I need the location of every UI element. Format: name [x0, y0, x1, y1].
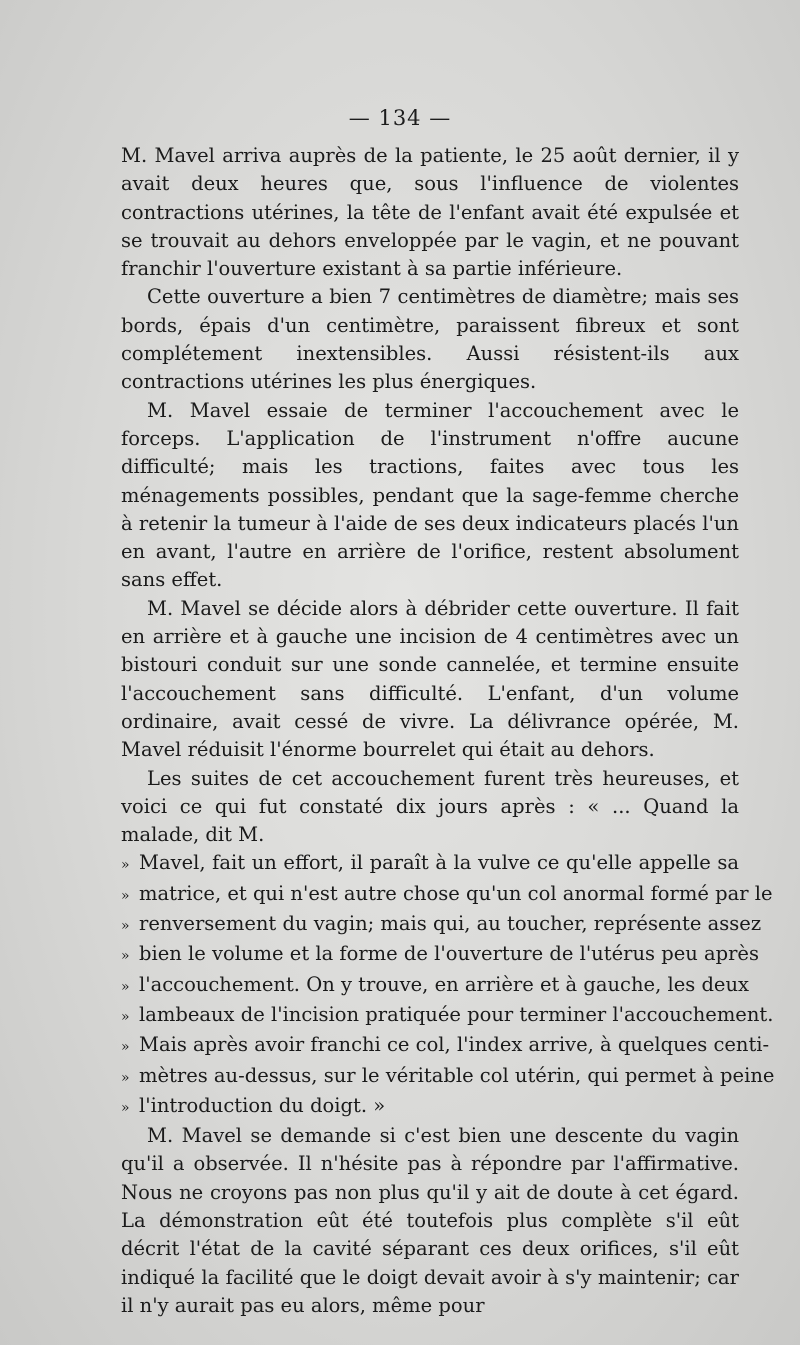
paragraph-2: Cette ouverture a bien 7 centimètres de diamètre; mais ses bords, épais d'un centimètre, paraissent fibreux et sont complétement inextensibles. Aussi résistent-ils aux contractions utérines les plus énergiques.	[121, 285, 739, 394]
body-text	[121, 142, 775, 1320]
quote-line: » Mais après avoir franchi ce col, l'index arrive, à quelques centi-	[143, 1031, 739, 1061]
quote-mark: »	[121, 1069, 130, 1086]
quote-line: » l'introduction du doigt. »	[143, 1092, 739, 1122]
quote-line: » renversement du vagin; mais qui, au toucher, représente assez	[143, 910, 739, 940]
paragraph-4: M. Mavel se décide alors à débrider cette ouverture. Il fait en arrière et à gauche une incision de 4 centimètres avec un bistouri conduit sur une sonde cannelée, et termine ensuite l'accouchement sans difficulté. L'enfant, d'un volume ordinaire, avait cessé de vivre. La délivrance opérée, M. Mavel réduisit l'énorme bourrelet qui était au dehors.	[121, 596, 739, 762]
quote-mark: »	[121, 1099, 130, 1116]
quote-line: » bien le volume et la forme de l'ouverture de l'utérus peu après	[143, 940, 739, 970]
quote-mark: »	[121, 918, 130, 935]
quote-line: » matrice, et qui n'est autre chose qu'un col anormal formé par le	[143, 880, 739, 910]
quote-line: » lambeaux de l'incision pratiquée pour terminer l'accouchement.	[143, 1001, 739, 1031]
quote-mark: »	[121, 1008, 130, 1025]
quote-line: » Mavel, fait un effort, il paraît à la vulve ce qu'elle appelle sa	[143, 849, 739, 879]
quote-mark: »	[121, 978, 130, 995]
paragraph-3: M. Mavel essaie de terminer l'accouchement avec le forceps. L'application de l'instrument n'offre aucune difficulté; mais les tractions, faites avec tous les ménagements possibles, pendant que la sage-femme cherche à retenir la tumeur à l'aide de ses deux indicateurs placés l'un en avant, l'autre en arrière de l'orifice, restent absolument sans effet.	[121, 398, 739, 592]
quotation	[121, 849, 775, 1122]
quote-line: » l'accouchement. On y trouve, en arrière et à gauche, les deux	[143, 971, 739, 1001]
quote-line: » mètres au-dessus, sur le véritable col utérin, qui permet à peine	[143, 1062, 739, 1092]
quote-mark: »	[121, 1039, 130, 1056]
paragraph-6: M. Mavel se demande si c'est bien une descente du vagin qu'il a observée. Il n'hésite pas à répondre par l'affirmative. Nous ne croyons pas non plus qu'il y ait de doute à cet égard. La démonstration eût été toutefois plus complète s'il eût décrit l'état de la cavité séparant ces deux orifices, s'il eût indiqué la facilité que le doigt devait avoir à s'y maintenir; car il n'y aurait pas eu alors, même pour	[121, 1124, 739, 1317]
page-number: — 134 —	[348, 106, 452, 130]
paragraph-1: M. Mavel arriva auprès de la patiente, le 25 août dernier, il y avait deux heures que, sous l'influence de violentes contractions utérines, la tête de l'enfant avait été expulsée et se trouvait au dehors enveloppée par le vagin, et ne pouvant franchir l'ouverture existant à sa partie inférieure.	[121, 144, 739, 281]
quote-mark: »	[121, 948, 130, 965]
quote-mark: »	[121, 857, 130, 874]
quote-mark: »	[121, 887, 130, 904]
paragraph-5: Les suites de cet accouchement furent très heureuses, et voici ce qui fut constaté dix jours après : « ... Quand la malade, dit M.	[121, 766, 739, 847]
